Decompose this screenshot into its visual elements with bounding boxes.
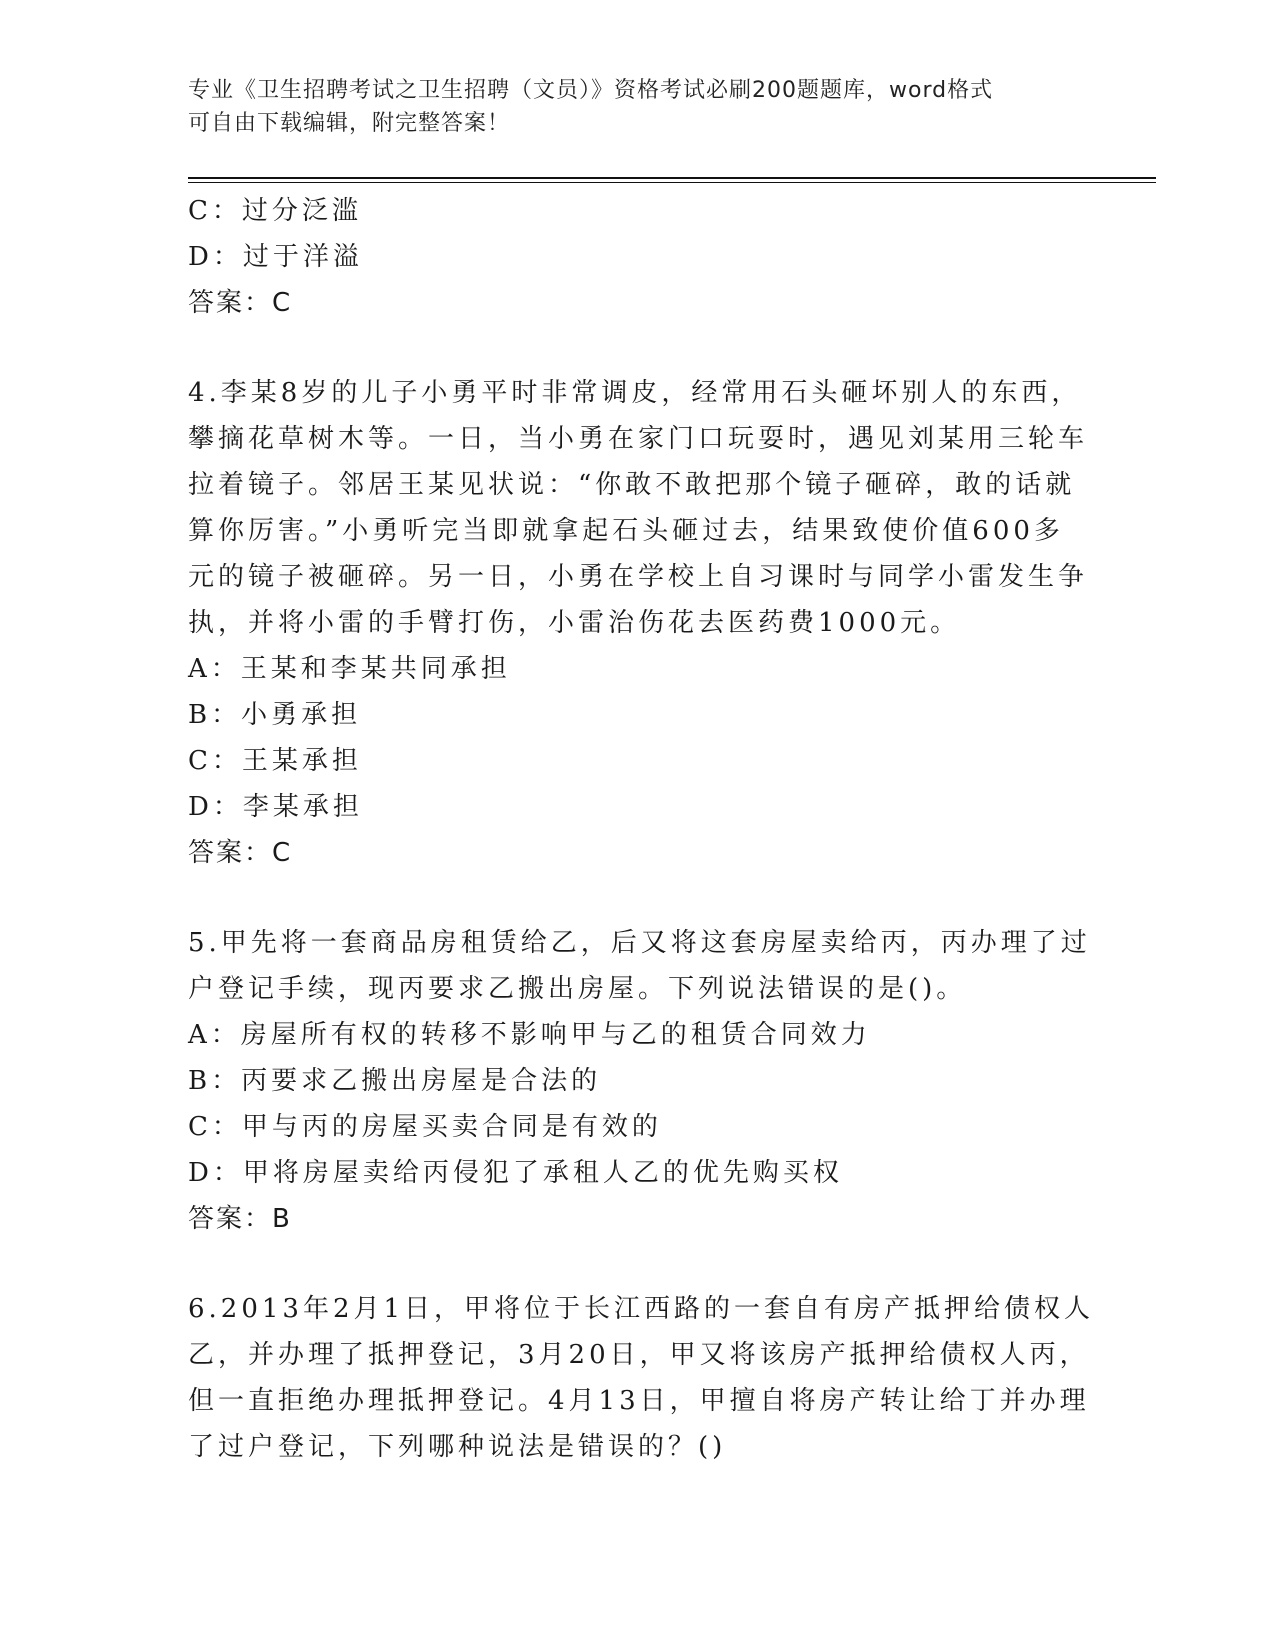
header-divider-thick <box>188 177 1156 179</box>
option-a: A：房屋所有权的转移不影响甲与乙的租赁合同效力 <box>188 1020 871 1050</box>
answer-line: 答案：C <box>188 288 293 318</box>
spacer <box>188 1242 1088 1286</box>
option-b: B：小勇承担 <box>188 700 362 730</box>
question-text-line: 执，并将小雷的手臂打伤，小雷治伤花去医药费1000元。 <box>188 608 961 638</box>
option-c: C：甲与丙的房屋买卖合同是有效的 <box>188 1112 662 1142</box>
question-text-line: 户登记手续，现丙要求乙搬出房屋。下列说法错误的是()。 <box>188 974 967 1004</box>
question-text-line: 6.2013年2月1日，甲将位于长江西路的一套自有房产抵押给债权人 <box>188 1294 1095 1324</box>
answer-line: 答案：C <box>188 838 293 868</box>
option-b: B：丙要求乙搬出房屋是合法的 <box>188 1066 602 1096</box>
question-6 <box>188 1286 1095 1470</box>
option-d: D：过于洋溢 <box>188 242 363 272</box>
question-text-line: 但一直拒绝办理抵押登记。4月13日，甲擅自将房产转让给丁并办理 <box>188 1386 1090 1416</box>
spacer <box>188 876 1088 920</box>
question-text-line: 攀摘花草树木等。一日，当小勇在家门口玩耍时，遇见刘某用三轮车 <box>188 424 1089 454</box>
document-body <box>188 188 1095 1470</box>
option-c: C：王某承担 <box>188 746 362 776</box>
header-divider-thin <box>188 182 1156 183</box>
header-line-2: 可自由下载编辑，附完整答案！ <box>188 111 511 136</box>
question-text-line: 5.甲先将一套商品房租赁给乙，后又将这套房屋卖给丙，丙办理了过 <box>188 928 1091 958</box>
header-line-1: 专业《卫生招聘考试之卫生招聘（文员）》资格考试必刷200题题库，word格式 <box>188 78 994 103</box>
spacer <box>188 326 1088 370</box>
option-a: A：王某和李某共同承担 <box>188 654 511 684</box>
option-c: C：过分泛滥 <box>188 196 362 226</box>
question-5 <box>188 920 1091 1242</box>
question-text-line: 了过户登记，下列哪种说法是错误的？() <box>188 1432 727 1462</box>
question-text-line: 乙，并办理了抵押登记，3月20日，甲又将该房产抵押给债权人丙， <box>188 1340 1090 1370</box>
option-d: D：李某承担 <box>188 792 363 822</box>
question-text-line: 算你厉害。”小勇听完当即就拿起石头砸过去，结果致使价值600多 <box>188 516 1064 546</box>
question-text-line: 元的镜子被砸碎。另一日，小勇在学校上自习课时与同学小雷发生争 <box>188 562 1089 592</box>
question-text-line: 拉着镜子。邻居王某见状说：“你敢不敢把那个镜子砸碎，敢的话就 <box>188 470 1076 500</box>
answer-line: 答案：B <box>188 1204 292 1234</box>
question-4 <box>188 370 1088 876</box>
option-d: D：甲将房屋卖给丙侵犯了承租人乙的优先购买权 <box>188 1158 843 1188</box>
question-3-continued <box>188 188 1088 326</box>
document-header <box>188 74 1068 140</box>
question-text-line: 4.李某8岁的儿子小勇平时非常调皮，经常用石头砸坏别人的东西， <box>188 378 1082 408</box>
